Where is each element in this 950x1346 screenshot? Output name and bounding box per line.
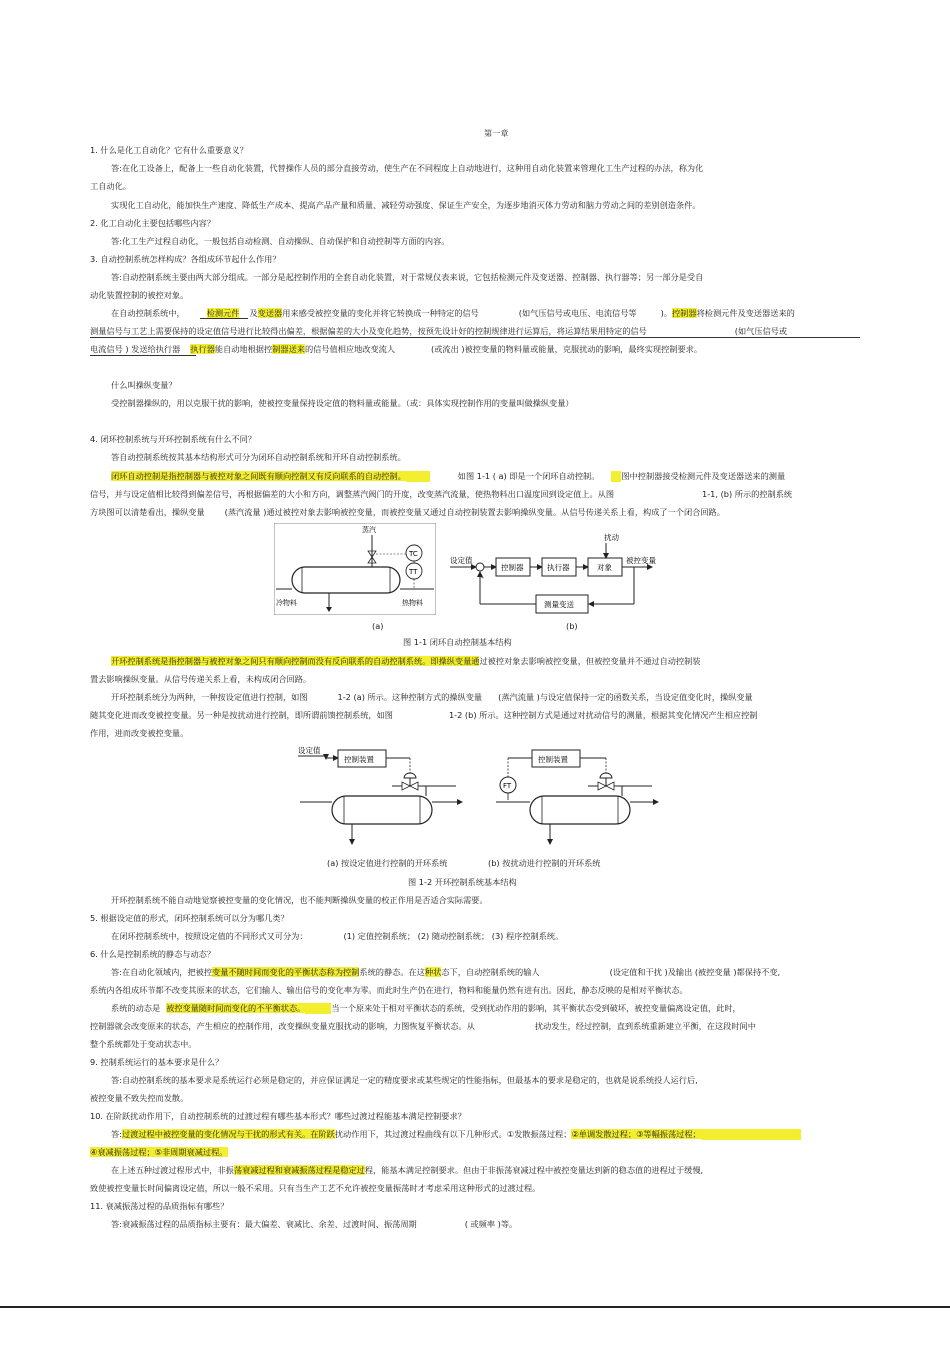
answer-10-line-2 <box>90 1147 228 1158</box>
exchanger-shell <box>292 567 400 593</box>
exchanger-shell <box>332 796 432 824</box>
cold-material-label: 冷物料 <box>276 599 297 607</box>
summing-junction-icon <box>476 563 484 571</box>
answer-4-closed-1 <box>111 471 785 482</box>
measurement-label: 测量变送 <box>544 600 574 609</box>
text-run: 系统的动态是 <box>111 1003 161 1013</box>
highlight-state: 种状 <box>424 967 442 977</box>
object-label: 对象 <box>597 563 612 572</box>
text-run: 1-2 (a) 所示。这种控制方式的操纵变量 <box>337 692 483 702</box>
answer-3-para-3 <box>90 344 702 355</box>
answer-9-line-1: 答:自动控制系统的基本要求是系统运行必须是稳定的，并应保证满足一定的精度要求或某些规定的性能指标，但最基本的要求是稳定的，也就是说系统投人运行后, <box>111 1075 698 1085</box>
text-run: (如气压信号或电压、电流信号等 <box>518 308 637 318</box>
answer-4-open-1 <box>111 656 701 667</box>
answer-1-line-3: 实现化工自动化，能加快生产速度、降低生产成本、提高产品产量和质量、减轻劳动强度、保证生产安全，为逐步地消灭体力劳动和脑力劳动之间的差别创造条件。 <box>111 200 701 210</box>
figure-1-2-caption: 图 1-2 开环控制系统基本结构 <box>408 877 517 887</box>
highlight-manipulated: 即操纵变量通 <box>430 656 480 666</box>
highlight-actuator: 执行器 <box>190 344 215 354</box>
figure-1-1b-label: (b) <box>566 621 578 631</box>
highlight-stable: 荡衰减过程和衰减振荡过程是稳定过 <box>233 1165 365 1175</box>
highlight-transmitter: 变送器 <box>257 308 283 318</box>
question-6: 6. 什么是控制系统的静态与动态？ <box>90 949 216 959</box>
text-run: 答:衰减振荡过程的品质指标主要有：最大偏差、衰减比、余差、过渡时间、振荡周期 <box>111 1219 417 1229</box>
text-run: 用来感受被控变量的变化并将它转换成一种特定的信号 <box>282 308 479 318</box>
highlight-open-loop: 开环控制系统是指控制器与被控对象之间只有顺向控制而没有反向联系的自动控制系统。 <box>111 656 431 666</box>
text-run: 开环控制系统分为两种，一种按设定值进行控制，如图 <box>111 692 308 702</box>
control-device-label: 控制装置 <box>538 755 568 764</box>
question-manipulated-variable: 什么叫操纵变量？ <box>111 380 177 390</box>
question-9: 9. 控制系统运行的基本要求是什么？ <box>90 1057 224 1067</box>
text-run: (如气压信号或 <box>734 326 788 336</box>
question-1: 1. 什么是化工自动化？它有什么重要意义？ <box>90 145 248 155</box>
question-11: 11. 衰减振荡过程的品质指标有哪些？ <box>90 1201 229 1211</box>
text-run: 将检测元件及变送器送来的 <box>696 308 795 318</box>
figure-1-2b-caption: (b) 按扰动进行控制的开环系统 <box>488 858 601 868</box>
answer-4-open-5: 作用，进而改变被控变量。 <box>90 728 189 738</box>
underline <box>90 355 196 356</box>
text-run: 在闭环控制系统中，按照设定值的不同形式又可分为： <box>111 931 308 941</box>
text-run: 扰动作用下，其过渡过程曲线有以下几种形式。①发散振荡过程； <box>334 1129 572 1139</box>
highlight-spacer <box>611 471 621 482</box>
answer-4-open-2: 置去影响操纵变量。从信号传递关系上看，未构成闭合回路。 <box>90 674 312 684</box>
controlled-variable-label: 被控变量 <box>626 556 656 565</box>
answer-4-open-6: 开环控制系统不能自动地觉察被控变量的变化情况，也不能判断操纵变量的校正作用是否适合实际需要。 <box>111 895 488 905</box>
question-2: 2. 化工自动化主要包括哪些内容？ <box>90 218 216 228</box>
highlight-closed-loop: 闭环自动控制是指控制器与被控对象之间既有顺向控制又有反向联系的自动控制。 <box>111 471 406 481</box>
text-run: (或流出 )被控变量的物料量或能量，克服扰动的影响，最终实现控制要求。 <box>431 344 703 354</box>
hot-material-label: 热物料 <box>402 599 423 607</box>
text-run: 1-2 (b) 所示。这种控制方式是通过对扰动信号的测量，根据其变化情况产生相应控制 <box>448 710 758 720</box>
valve-actuator-icon <box>404 773 416 778</box>
text-run: (蒸汽流量 )与设定值保持一定的函数关系，当设定值变化时，操纵变量 <box>498 692 753 702</box>
text-run: 控制器就会改变原来的状态，产生相应的控制作用，改变操纵变量克服扰动的影响，力图恢复平衡状态。从 <box>90 1021 475 1031</box>
text-run: 的信号值相应地改变流人 <box>304 344 396 354</box>
answer-6-line-1 <box>111 967 780 978</box>
text-run: 态下，自动控制系统的输人 <box>441 967 540 977</box>
page-bottom-rule <box>0 1306 950 1308</box>
text-run: 图中控制器接受检测元件及变送器送来的测量 <box>621 471 786 481</box>
highlight-static: 变量不随时间而变化的平衡状态称为控制 <box>212 967 360 977</box>
figure-1-1b-block-diagram <box>446 530 686 615</box>
text-run: 系统的静态。在这 <box>359 967 425 977</box>
answer-4-line-1: 答自动控制系统按其基本结构形式可分为闭环自动控制系统和开环自动控制系统。 <box>111 452 406 462</box>
highlight-controller-sent: 制器送来 <box>272 344 305 354</box>
exchanger-shell <box>530 796 630 824</box>
text-run: 信号，并与设定值相比较得到偏差信号，再根据偏差的大小和方向，调整蒸汽阀门的开度，改变蒸汽流量，使热物料出口温度回到设定值上。从图 <box>90 489 615 499</box>
answer-11 <box>111 1219 517 1230</box>
highlight-dynamic: 被控变量随时间而变化的不平衡状态。 <box>166 1003 306 1013</box>
text-run: (1) 定值控制系统； (2) 随动控制系统； (3) 程序控制系统。 <box>343 931 564 941</box>
tc-label: TC <box>409 550 418 558</box>
answer-1-line-2: 工自动化。 <box>90 181 131 191</box>
text-run: 在上述五种过渡过程形式中，非振 <box>111 1165 234 1175</box>
figure-1-2a-open-loop-setpoint <box>296 744 464 852</box>
setpoint-label: 设定值 <box>450 556 473 565</box>
actuator-label: 执行器 <box>547 563 570 572</box>
disturbance-label: 扰动 <box>604 533 619 542</box>
answer-5 <box>111 931 563 942</box>
minus-sign: - <box>481 573 484 582</box>
question-10: 10. 在阶跃扰动作用下，自动控制系统的过渡过程有哪些基本形式？哪些过渡过程能基本满足控制要求？ <box>90 1111 466 1121</box>
valve-icon <box>598 782 606 790</box>
ft-label: FT <box>503 782 512 790</box>
answer-4-closed-2 <box>90 489 792 500</box>
answer-3-para-2 <box>90 326 787 337</box>
answer-9-line-2: 被控变量不致失控而发散。 <box>90 1093 189 1103</box>
controller-label: 控制器 <box>501 563 524 572</box>
answer-6-line-5: 整个系统都处于变动状态中。 <box>90 1039 197 1049</box>
answer-3-line-2: 动化装置控制的被控对象。 <box>90 290 189 300</box>
text-run: 测量信号与工艺上需要保持的设定值信号进行比较得出偏差，根据偏差的大小及变化趋势，按预先设计好的控制规律进行运算后，将运算结果用特定的信号 <box>90 326 647 336</box>
valve-actuator-icon <box>600 773 612 778</box>
text-run: 过被控对象去影响被控变量，但被控变量并不通过自动控制装 <box>479 656 701 666</box>
text-run: ( 或频率 )等。 <box>464 1219 518 1229</box>
text-run: 程，能基本满足控制要求。但由于非振荡衰减过程中被控变量达到新的稳态值的进程过于缓慢, <box>364 1165 704 1175</box>
figure-1-2a-caption: (a) 按设定值进行控制的开环系统 <box>327 858 448 868</box>
underline <box>90 337 860 338</box>
text-run: (设定值和干扰 )及输出 (被控变量 )都保持不变, <box>609 967 781 977</box>
answer-10-line-4: 致使被控变量长时间偏离设定值，所以一般不采用。只有当生产工艺不允许被控变量振荡时才考虑采用这种形式的过渡过程。 <box>90 1183 541 1193</box>
text-run: )。 <box>660 308 672 318</box>
answer-2: 答:化工生产过程自动化，一般包括自动检测、自动操纵、自动保护和自动控制等方面的内容。 <box>111 236 450 246</box>
question-4: 4. 闭环控制系统与开环控制系统有什么不同？ <box>90 434 256 444</box>
answer-1-line-1: 答:在化工设备上，配备上一些自动化装置，代替操作人员的部分直接劳动，使生产在不同程度上自动地进行，这种用自动化装置来管理化工生产过程的办法，称为化 <box>111 163 704 173</box>
figure-1-1-caption: 图 1-1 闭环自动控制基本结构 <box>403 637 512 647</box>
answer-6-line-2: 系统内各组成环节都不改变其原来的状态，它们输人、输出信号的变化率为零。而此时生产仍在进行，物料和能量仍然有进有出。因此，静态反映的是相对平衡状态。 <box>90 985 688 995</box>
tt-label: TT <box>409 568 418 576</box>
answer-4-closed-3 <box>90 507 725 518</box>
highlight-spacer <box>406 471 430 482</box>
figure-1-2b-open-loop-disturbance <box>492 744 660 852</box>
answer-6-line-3 <box>111 1003 741 1014</box>
setpoint-label: 设定值 <box>298 746 321 755</box>
answer-4-open-4 <box>90 710 758 721</box>
answer-10-line-3 <box>111 1165 703 1176</box>
text-run: 能自动地根据控 <box>214 344 273 354</box>
highlight-transient: 过渡过程中被控变量的变化情况与干扰的形式有关。在阶跃 <box>121 1129 335 1139</box>
text-run: 随其变化进而改变被控变量。另一种是按扰动进行控制，即所谓前馈控制系统，如图 <box>90 710 393 720</box>
text-run: 答:在自动化领域内，把被控 <box>111 967 213 977</box>
question-3: 3. 自动控制系统怎样构成？各组成环节起什么作用？ <box>90 254 281 264</box>
underline <box>200 318 248 319</box>
text-run: 1-1, (b) 所示的控制系统 <box>702 489 793 499</box>
chapter-title: 第一章 <box>484 128 509 138</box>
text-run: 如图 1-1 ( a) 即是一个闭环自动控制。 <box>457 471 600 481</box>
answer-manipulated-variable: 受控制器操纵的，用以克服干扰的影响，使被控变量保持设定值的物料量或能量。（或：具体实现控制作用的变量叫做操纵变量） <box>111 398 574 408</box>
answer-3-line-1: 答:自动控制系统主要由两大部分组成。一部分是起控制作用的全套自动化装置，对于常规仪表来说，它包括检测元件及变送器、控制器、执行器等；另一部分是受自 <box>111 272 704 282</box>
question-5: 5. 根据设定值的形式，闭环控制系统可以分为哪几类？ <box>90 913 289 923</box>
text-run: 及 <box>249 308 258 318</box>
answer-6-line-4 <box>90 1021 756 1032</box>
answer-4-open-3 <box>111 692 753 703</box>
text-run: 电流信号 ) 发送给执行器 <box>90 344 181 354</box>
text-run: 扰动发生，经过控制，直到系统重新建立平衡，在这段时间中 <box>534 1021 756 1031</box>
valve-icon <box>402 782 410 790</box>
text-run: 当一个原来处于相对平衡状态的系统，受到扰动作用的影响，其平衡状态受到破坏，被控变量偏离设定值，此时， <box>331 1003 741 1013</box>
steam-label: 蒸汽 <box>362 526 376 534</box>
highlight-forms-2: ④衰减振荡过程；⑤非周期衰减过程。 <box>90 1147 228 1157</box>
highlight-detector: 检测元件 <box>206 308 240 318</box>
text-run: 答: <box>111 1129 122 1139</box>
highlight-controller: 控制器 <box>671 308 697 318</box>
answer-10-line-1 <box>111 1129 801 1140</box>
figure-1-1a-heat-exchanger <box>274 523 436 615</box>
text-run: 方块图可以清楚看出，操纵变量 <box>90 507 205 517</box>
figure-1-1a-label: (a) <box>372 621 384 631</box>
text-run: (蒸汽流量 )通过被控对象去影响被控变量，而被控变量又通过自动控制装置去影响操纵变量。从信号传递关系上看，构成了一个闭合回路。 <box>224 507 725 517</box>
highlight-spacer <box>305 1003 331 1014</box>
text-run: 在自动控制系统中， <box>111 308 185 318</box>
highlight-forms: ②单调发散过程；③等幅振荡过程； <box>571 1129 701 1139</box>
highlight-spacer <box>701 1129 801 1140</box>
control-device-label: 控制装置 <box>344 755 374 764</box>
